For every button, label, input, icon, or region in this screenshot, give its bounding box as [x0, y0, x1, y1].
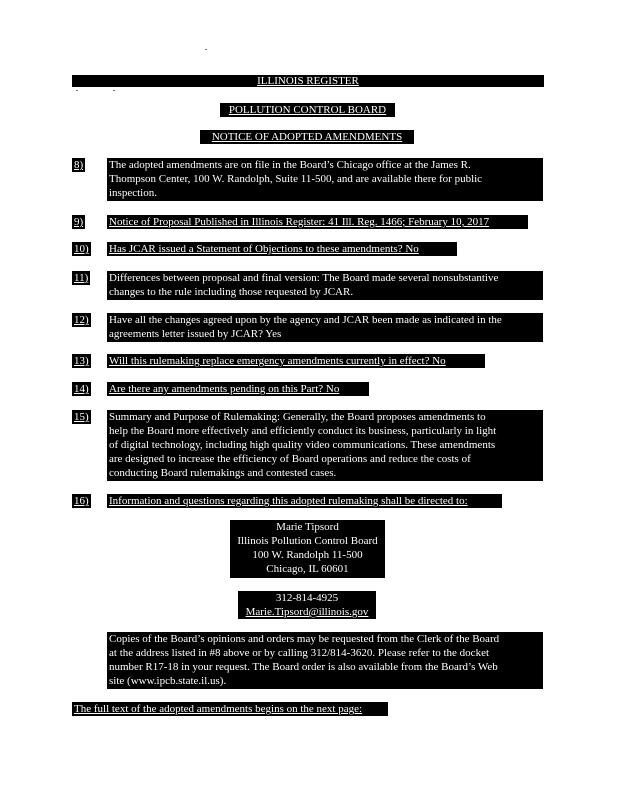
item-9-text: Notice of Proposal Published in Illinois Register: 41 Ill. Reg. 1466; February 10, 2017	[107, 215, 528, 229]
contact-org: Illinois Pollution Control Board	[237, 535, 378, 547]
text-line: Differences between proposal and final version: The Board made several nonsubstantive	[109, 272, 499, 284]
board-title: POLLUTION CONTROL BOARD	[220, 103, 395, 117]
item-number: 14)	[74, 383, 89, 395]
contact-email[interactable]: Marie.Tipsord@illinois.gov	[245, 606, 369, 618]
text-line: Copies of the Board’s opinions and orders may be requested from the Clerk of the Board	[109, 633, 500, 645]
contact-address: 100 W. Randolph 11-500	[252, 549, 363, 561]
item-13-text: Will this rulemaking replace emergency amendments currently in effect? No	[107, 354, 485, 368]
item-number: 16)	[74, 495, 89, 507]
item-14-text: Are there any amendments pending on this Part? No	[107, 382, 369, 396]
text-line: conducting Board rulemakings and contested cases.	[109, 467, 337, 479]
footer-note: The full text of the adopted amendments begins on the next page:	[72, 702, 388, 716]
item-11-text	[107, 271, 543, 300]
text-line: at the address listed in #8 above or by calling 312/814-3620. Please refer to the docket	[109, 647, 490, 659]
register-title: ILLINOIS REGISTER	[257, 75, 359, 87]
text-line: Have all the changes agreed upon by the agency and JCAR been made as indicated in the	[109, 314, 502, 326]
text-line: inspection.	[109, 187, 157, 199]
contact-phone-email-block	[238, 591, 376, 619]
text-line: of digital technology, including high quality video communications. These amendments	[109, 439, 496, 451]
item-16-text: Information and questions regarding this adopted rulemaking shall be directed to:	[107, 494, 502, 508]
item-number: 13)	[74, 355, 89, 367]
text-line: agreements letter issued by JCAR? Yes	[109, 328, 282, 340]
item-12-text	[107, 313, 543, 342]
contact-address-block	[230, 520, 385, 578]
copies-paragraph	[107, 632, 543, 689]
text-line: number R17-18 in your request. The Board order is also available from the Board’s Web	[109, 661, 498, 673]
scan-speck	[76, 90, 78, 91]
item-number: 8)	[74, 159, 84, 171]
contact-city: Chicago, IL 60601	[266, 563, 349, 575]
text-line: Thompson Center, 100 W. Randolph, Suite 11-500, and are available there for public	[109, 173, 483, 185]
scan-speck	[205, 49, 207, 50]
text-line: The adopted amendments are on file in the Board’s Chicago office at the James R.	[109, 159, 471, 171]
text-line: Summary and Purpose of Rulemaking: Generally, the Board proposes amendments to	[109, 411, 486, 423]
contact-name: Marie Tipsord	[276, 521, 339, 533]
text-line: are designed to increase the efficiency of Board operations and reduce the costs of	[109, 453, 471, 465]
text-line: help the Board more effectively and efficiently conduct its business, particularly in light	[109, 425, 497, 437]
contact-phone: 312-814-4925	[275, 592, 339, 604]
item-10-text: Has JCAR issued a Statement of Objections to these amendments? No	[107, 242, 457, 256]
item-number: 10)	[74, 243, 89, 255]
item-number: 11)	[74, 272, 89, 284]
register-header	[72, 75, 544, 87]
item-number: 12)	[74, 314, 89, 326]
item-number: 9)	[74, 216, 84, 228]
item-15-text	[107, 410, 543, 481]
text-line: changes to the rule including those requested by JCAR.	[109, 286, 354, 298]
item-number: 15)	[74, 411, 89, 423]
item-8-text	[107, 158, 543, 201]
scan-speck	[113, 90, 115, 91]
text-line: site (www.ipcb.state.il.us).	[109, 675, 227, 687]
notice-title: NOTICE OF ADOPTED AMENDMENTS	[200, 130, 414, 144]
